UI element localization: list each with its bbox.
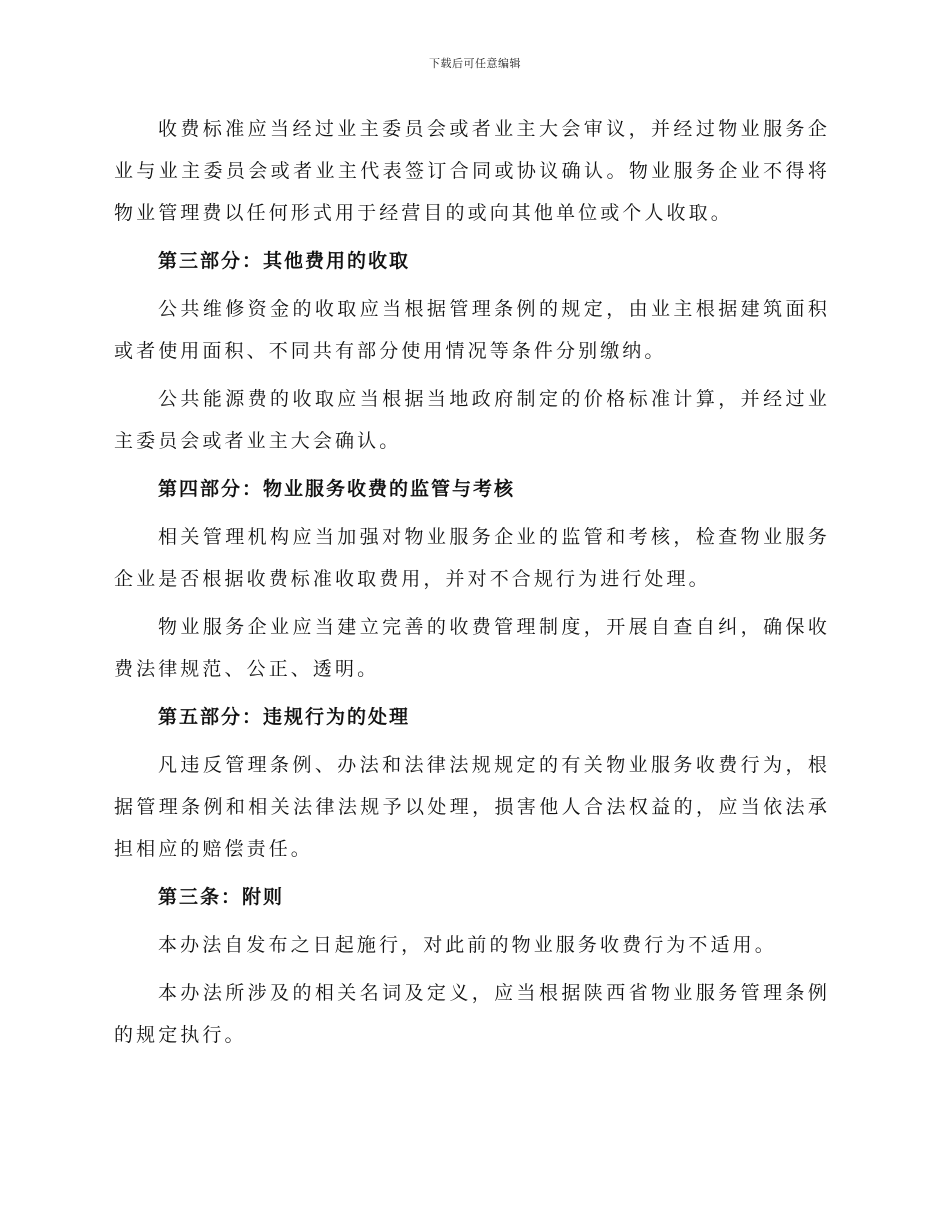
paragraph-fee-standard: 收费标准应当经过业主委员会或者业主大会审议，并经过物业服务企业与业主委员会或者业主代表签订合同或协议确认。物业服务企业不得将物业管理费以任何形式用于经营目的或向其他单位或个人收取。 [114,118,830,224]
document-body [114,108,830,1056]
paragraph-self-inspection: 物业服务企业应当建立完善的收费管理制度，开展自查自纠，确保收费法律规范、公正、透明。 [114,616,830,680]
section-heading-supervision: 第四部分：物业服务收费的监管与考核 [158,478,516,500]
section-heading-violations: 第五部分：违规行为的处理 [158,706,411,728]
paragraph-maintenance-fund: 公共维修资金的收取应当根据管理条例的规定，由业主根据建筑面积或者使用面积、不同共有部分使用情况等条件分别缴纳。 [114,298,830,362]
page-header: 下载后可任意编辑 [429,57,521,70]
paragraph-supervision-agency: 相关管理机构应当加强对物业服务企业的监管和考核，检查物业服务企业是否根据收费标准收取费用，并对不合规行为进行处理。 [114,526,830,590]
section-heading-supplementary: 第三条：附则 [158,886,285,908]
paragraph-violation-handling: 凡违反管理条例、办法和法律法规规定的有关物业服务收费行为，根据管理条例和相关法律法规予以处理，损害他人合法权益的，应当依法承担相应的赔偿责任。 [114,754,830,860]
section-heading-other-fees: 第三部分：其他费用的收取 [158,250,411,272]
paragraph-effective-date: 本办法自发布之日起施行，对此前的物业服务收费行为不适用。 [158,934,777,956]
paragraph-energy-fee: 公共能源费的收取应当根据当地政府制定的价格标准计算，并经过业主委员会或者业主大会确认。 [114,388,830,452]
paragraph-definitions: 本办法所涉及的相关名词及定义，应当根据陕西省物业服务管理条例的规定执行。 [114,982,830,1046]
